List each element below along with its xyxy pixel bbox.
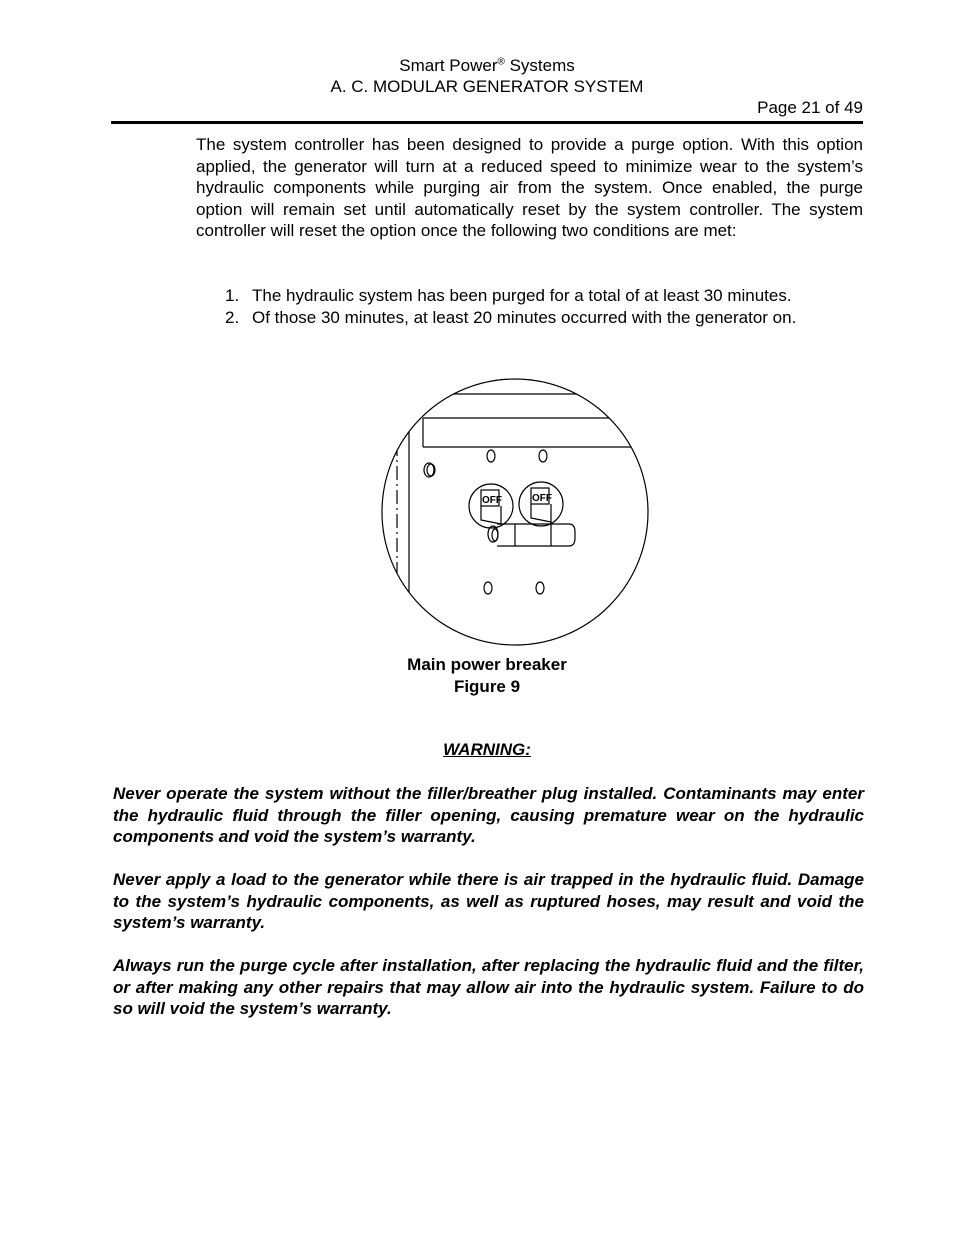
list-item <box>225 285 865 307</box>
figure-caption <box>111 654 863 698</box>
list-number: 1. <box>225 286 240 305</box>
header-brand-line <box>111 55 863 76</box>
brand-suffix: Systems <box>504 56 575 75</box>
warning-title: WARNING: <box>443 740 531 759</box>
figure-number: Figure 9 <box>453 677 521 696</box>
registered-mark: ® <box>497 56 505 68</box>
switch-label-off-2: OFF <box>532 493 552 504</box>
switch-label-off-1: OFF <box>482 495 502 506</box>
caption-title: Main power breaker <box>407 655 567 674</box>
header-rule <box>111 121 863 124</box>
main-power-breaker-illustration <box>375 372 655 652</box>
conditions-list <box>225 285 865 328</box>
warning-paragraph: Never operate the system without the filler/breather plug installed. Contaminants may enter the hydraulic fluid through the filler opening, causing premature wear on the hydraulic components and void the system’s warranty. <box>113 784 864 846</box>
warning-paragraph: Never apply a load to the generator while there is air trapped in the hydraulic fluid. Damage to the system’s hydraulic components, as well as ruptured hoses, may result and void the system’s warranty. <box>113 870 864 932</box>
brand-name: Smart Power <box>399 56 498 75</box>
list-text: The hydraulic system has been purged for a total of at least 30 minutes. <box>252 286 792 305</box>
page-number: Page 21 of 49 <box>757 98 863 117</box>
system-title: A. C. MODULAR GENERATOR SYSTEM <box>330 77 644 96</box>
list-number: 2. <box>225 307 240 327</box>
list-item <box>225 307 865 329</box>
list-text: Of those 30 minutes, at least 20 minutes occurred with the generator on. <box>252 307 797 327</box>
page-header <box>111 55 863 118</box>
warning-paragraph: Always run the purge cycle after installation, after replacing the hydraulic fluid and the filter, or after making any other repairs that may allow air into the hydraulic system. Failure to do so will void the system’s warranty. <box>113 956 864 1018</box>
intro-paragraph: The system controller has been designed to provide a purge option. With this option applied, the generator will turn at a reduced speed to minimize wear to the system’s hydraulic components while purging air from the system. Once enabled, the purge option will remain set until automatically reset by the system controller. The system controller will reset the option once the following two conditions are met: <box>196 135 863 240</box>
